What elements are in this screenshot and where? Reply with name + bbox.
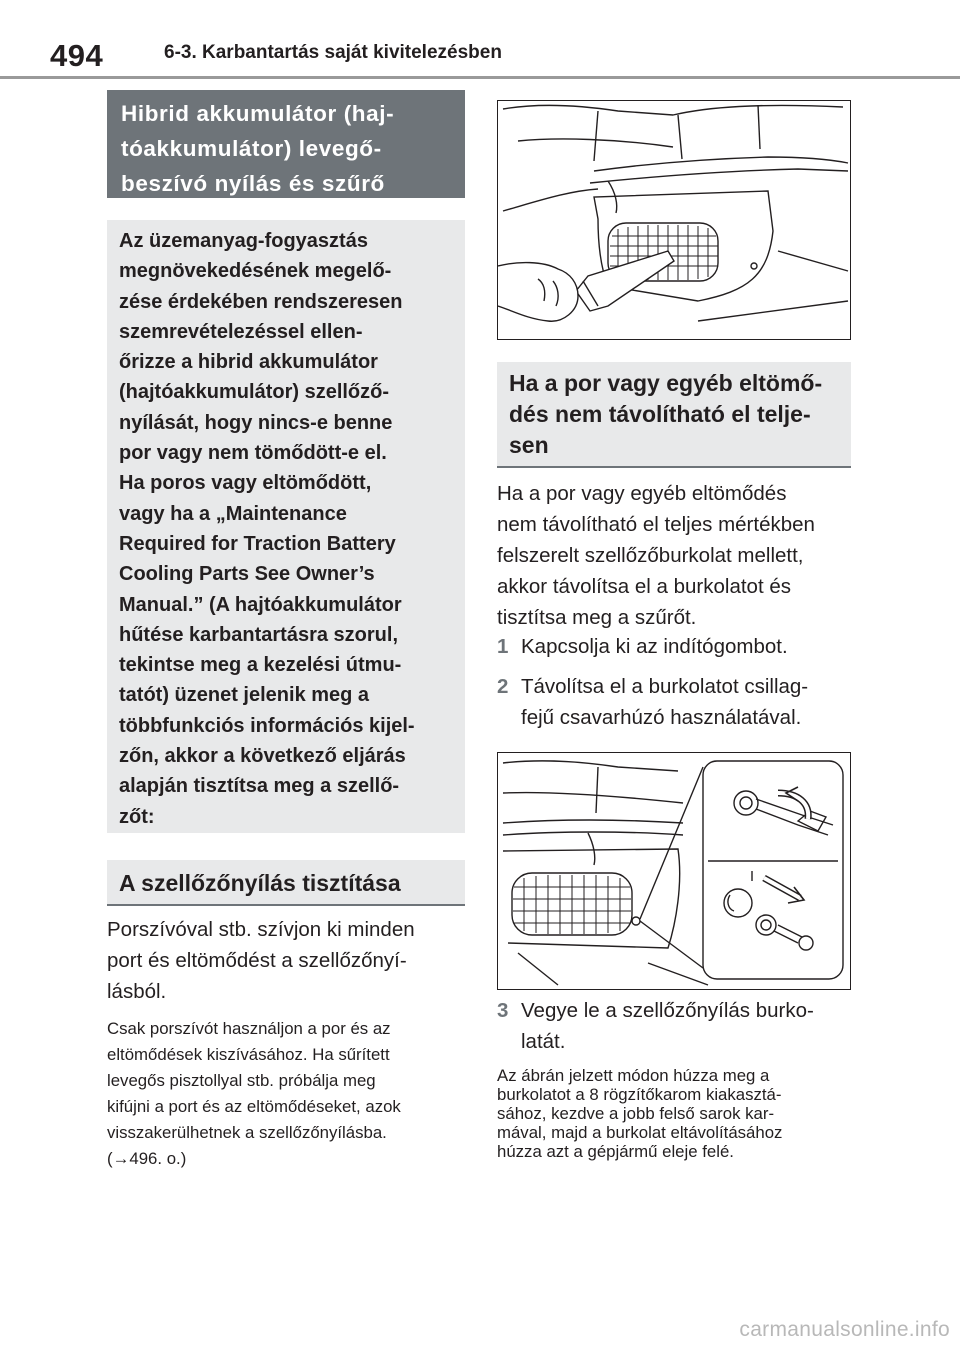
sub-heading-line: dés nem távolítható el telje- <box>509 401 811 427</box>
caution-line: Cooling Parts See Owner’s <box>119 563 375 586</box>
step-text: Távolítsa el a burkolatot csillag- <box>521 675 809 698</box>
step-text: Vegye le a szellőzőnyílás burko- <box>521 999 814 1022</box>
text-line: felszerelt szellőzőburkolat mellett, <box>497 544 804 567</box>
caution-line: őrizze a hibrid akkumulátor <box>119 351 378 374</box>
text-line: Porszívóval stb. szívjon ki minden <box>107 918 415 941</box>
page-number: 494 <box>50 38 104 73</box>
caution-line: zőn, akkor a következő eljárás <box>119 745 406 768</box>
caution-line: nyílását, hogy nincs-e benne <box>119 411 393 434</box>
vacuum-cleaning-illustration <box>497 100 851 340</box>
claw-note <box>497 1066 847 1161</box>
text-line: kifújni a port és az eltömődéseket, azok <box>107 1097 401 1116</box>
main-heading-line: Hibrid akkumulátor (haj- <box>121 101 395 126</box>
text-line: akkor távolítsa el a burkolatot és <box>497 575 791 598</box>
text-line: levegős pisztollyal stb. próbálja meg <box>107 1071 376 1090</box>
sub-heading-vent-cleaning: A szellőzőnyílás tisztítása <box>107 860 465 906</box>
step-number: 3 <box>497 999 509 1022</box>
main-heading <box>107 90 465 198</box>
watermark: carmanualsonline.info <box>739 1318 950 1341</box>
sub-heading-not-removable <box>497 362 851 468</box>
text-line: port és eltömődést a szellőzőnyí- <box>107 949 407 972</box>
caution-line: többfunkciós információs kijel- <box>119 714 415 737</box>
text-line: lásból. <box>107 980 167 1003</box>
step-1 <box>497 631 857 662</box>
filter-paragraph <box>497 478 857 633</box>
caution-line: zőt: <box>119 805 155 828</box>
text-line: Ha a por vagy egyéb eltömődés <box>497 482 787 505</box>
caution-line: Ha poros vagy eltömődött, <box>119 472 372 495</box>
text-line: eltömődések kiszívásához. Ha sűrített <box>107 1045 390 1064</box>
text-line: Csak porszívót használjon a por és az <box>107 1019 391 1038</box>
step-2 <box>497 671 857 733</box>
step-number: 1 <box>497 635 509 658</box>
step-text: latát. <box>521 1030 566 1053</box>
text-line: sához, kezdve a jobb felső sarok kar- <box>497 1104 775 1123</box>
caution-line: szemrevételezéssel ellen- <box>119 320 363 343</box>
page-reference-link[interactable]: (→496. o.) <box>107 1149 187 1168</box>
main-heading-line: beszívó nyílás és szűrő <box>121 171 385 196</box>
caution-line: Az üzemanyag-fogyasztás <box>119 230 368 252</box>
text-line: visszakerülhetnek a szellőzőnyílásba. <box>107 1123 387 1142</box>
caution-line: Required for Traction Battery <box>119 532 396 555</box>
text-line: Az ábrán jelzett módon húzza meg a <box>497 1066 770 1085</box>
text-line: nem távolítható el teljes mértékben <box>497 513 815 536</box>
text-line: mával, majd a burkolat eltávolításához <box>497 1123 783 1142</box>
caution-line: por vagy nem tömődött-e el. <box>119 442 387 465</box>
text-line: tisztítsa meg a szűrőt. <box>497 606 697 629</box>
caution-box <box>107 220 465 833</box>
caution-line: zése érdekében rendszeresen <box>119 290 403 313</box>
caution-line: megnövekedésének megelő- <box>119 260 392 283</box>
header-divider <box>0 76 960 79</box>
section-title: 6-3. Karbantartás saját kivitelezésben <box>164 42 502 63</box>
step-text: Kapcsolja ki az indítógombot. <box>521 635 788 658</box>
sub-heading-line: sen <box>509 432 549 458</box>
vacuum-paragraph <box>107 914 467 1007</box>
caution-line: hűtése karbantartásra szorul, <box>119 623 398 646</box>
cover-removal-illustration <box>497 752 851 990</box>
step-3 <box>497 995 857 1057</box>
step-text: fejű csavarhúzó használatával. <box>521 706 802 729</box>
caution-line: alapján tisztítsa meg a szellő- <box>119 775 400 798</box>
caution-line: tekintse meg a kezelési útmu- <box>119 654 402 677</box>
caution-line: vagy ha a „Maintenance <box>119 502 347 525</box>
text-line: húzza azt a gépjármű eleje felé. <box>497 1142 734 1161</box>
caution-line: tatót) üzenet jelenik meg a <box>119 684 370 707</box>
caution-line: (hajtóakkumulátor) szellőző- <box>119 381 390 404</box>
step-number: 2 <box>497 675 509 698</box>
sub-heading-line: Ha a por vagy egyéb eltömő- <box>509 370 823 396</box>
caution-line: Manual.” (A hajtóakkumulátor <box>119 593 402 616</box>
main-heading-line: tóakkumulátor) levegő- <box>121 136 382 161</box>
warning-note <box>107 1016 467 1172</box>
text-line: burkolatot a 8 rögzítőkarom kiakasztá- <box>497 1085 782 1104</box>
